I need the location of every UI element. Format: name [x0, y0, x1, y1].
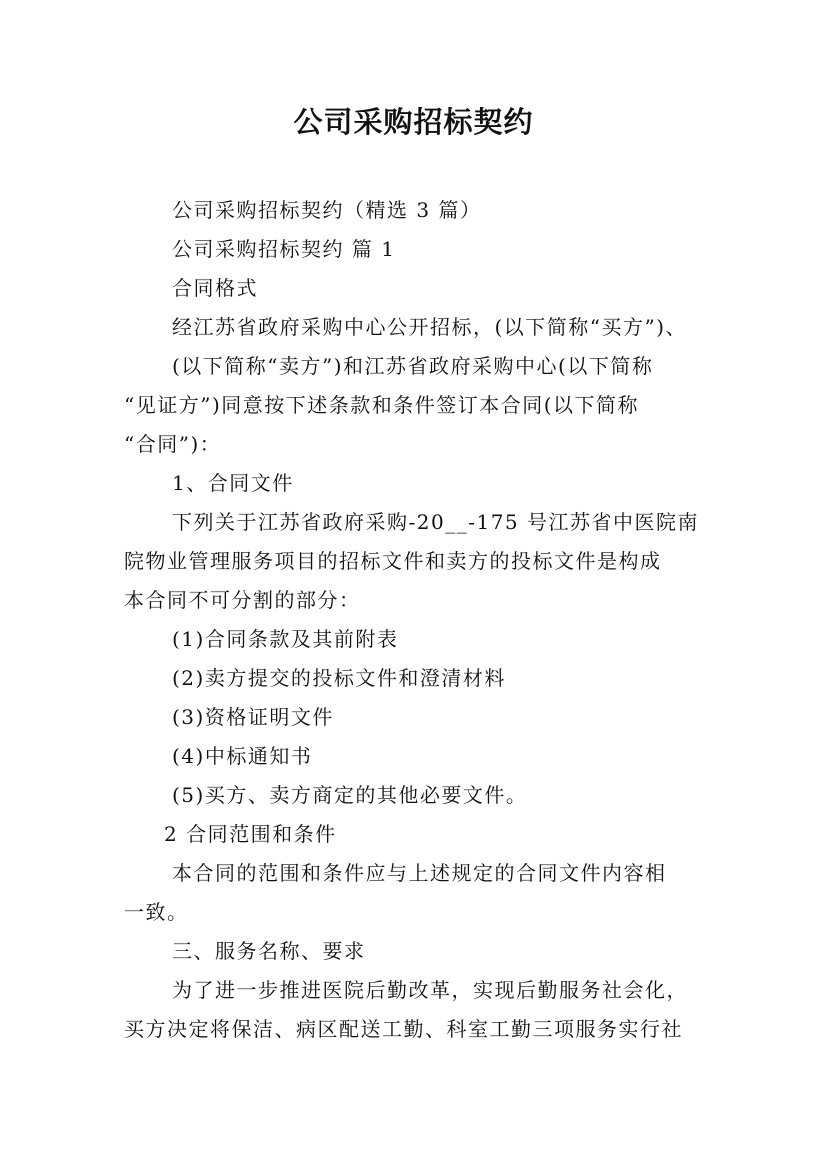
- doc-line: “合同”)：: [124, 432, 222, 456]
- doc-line: 一致。: [124, 900, 189, 924]
- doc-line: 本合同不可分割的部分：: [124, 588, 361, 612]
- doc-line: (以下简称“卖方”)和江苏省政府采购中心(以下简称: [172, 354, 654, 378]
- doc-line: 合同格式: [172, 276, 258, 300]
- doc-line: 买方决定将保洁、病区配送工勤、科室工勤三项服务实行社: [124, 1017, 683, 1041]
- doc-line: 本合同的范围和条件应与上述规定的合同文件内容相: [172, 861, 667, 885]
- doc-line: 1、合同文件: [172, 471, 294, 495]
- doc-line: 为了进一步推进医院后勤改革，实现后勤服务社会化，: [172, 978, 688, 1002]
- doc-line: (2)卖方提交的投标文件和澄清材料: [172, 666, 506, 690]
- doc-line: (4)中标通知书: [172, 744, 313, 768]
- doc-line: 三、服务名称、要求: [172, 939, 366, 963]
- doc-line: 2 合同范围和条件: [164, 822, 337, 846]
- doc-line: 公司采购招标契约（精选 3 篇）: [172, 198, 482, 222]
- doc-line: (3)资格证明文件: [172, 705, 334, 729]
- document-body: [124, 191, 714, 1049]
- doc-line: “见证方”)同意按下述条款和条件签订本合同(以下简称: [124, 393, 640, 417]
- document-title: 公司采购招标契约: [293, 105, 534, 139]
- doc-line: 经江苏省政府采购中心公开招标，(以下简称“买方”)、: [172, 315, 688, 339]
- doc-line: 院物业管理服务项目的招标文件和卖方的投标文件是构成: [124, 549, 662, 573]
- doc-line: (5)买方、卖方商定的其他必要文件。: [172, 783, 528, 807]
- doc-line: 下列关于江苏省政府采购-20__-175 号江苏省中医院南: [172, 510, 699, 534]
- doc-line: (1)合同条款及其前附表: [172, 627, 399, 651]
- doc-line: 公司采购招标契约 篇 1: [172, 237, 396, 261]
